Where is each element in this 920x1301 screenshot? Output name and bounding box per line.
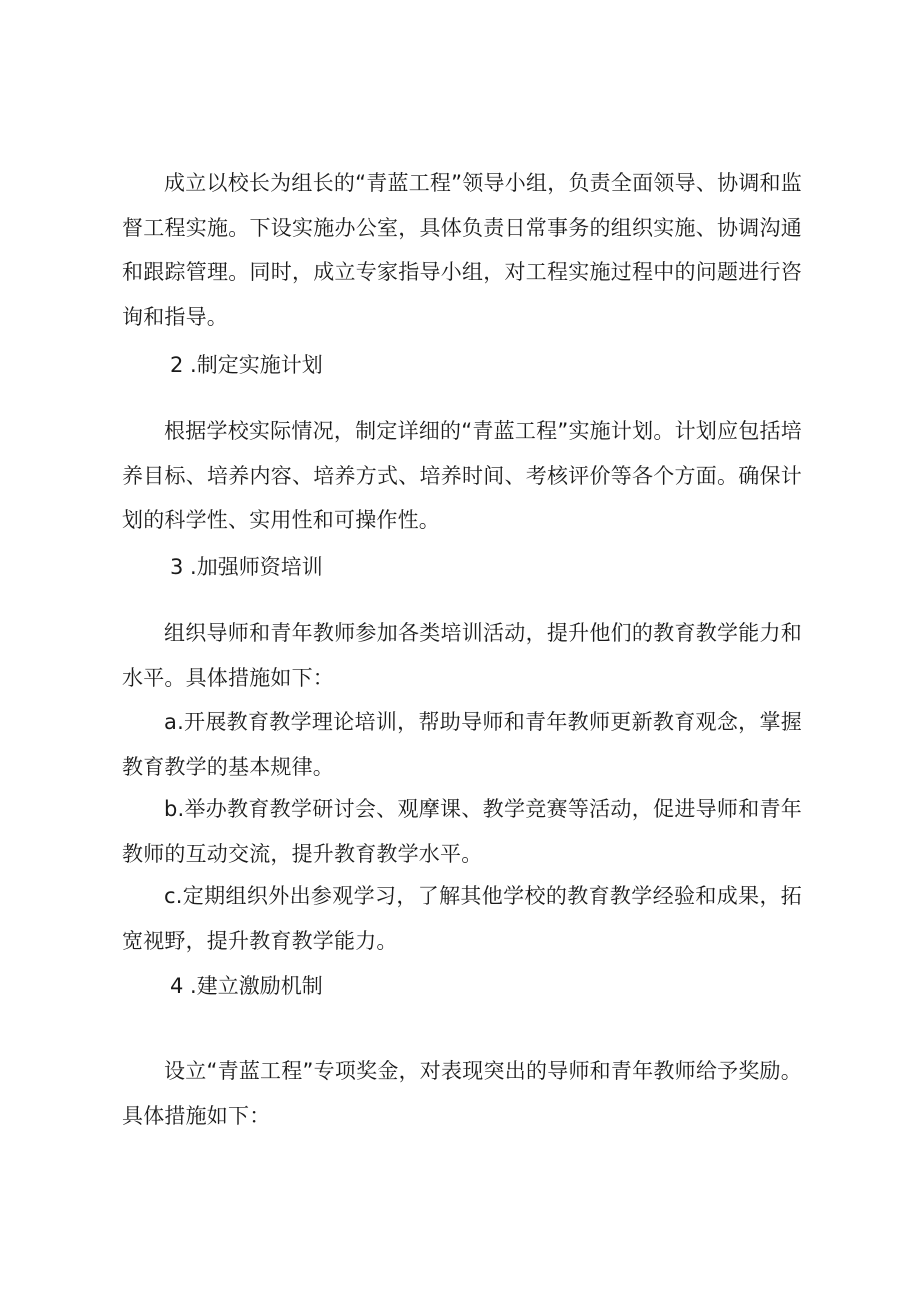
section-heading-2: 2 .制定实施计划	[170, 353, 323, 377]
list-item-a: a.开展教育教学理论培训，帮助导师和青年教师更新教育观念，掌握教育教学的基本规律。	[122, 710, 802, 779]
list-item-b: b.举办教育教学研讨会、观摩课、教学竞赛等活动，促进导师和青年教师的互动交流，提升教育教学水平。	[122, 797, 802, 866]
paragraph-leadership-group: 成立以校长为组长的“青蓝工程”领导小组，负责全面领导、协调和监督工程实施。下设实施办公室，具体负责日常事务的组织实施、协调沟通和跟踪管理。同时，成立专家指导小组，对工程实施过程中的问题进行咨询和指导。	[122, 171, 802, 329]
list-item-c: c.定期组织外出参观学习，了解其他学校的教育教学经验和成果，拓宽视野，提升教育教学能力。	[122, 884, 802, 953]
paragraph-incentive-mechanism: 设立“青蓝工程”专项奖金，对表现突出的导师和青年教师给予奖励。具体措施如下：	[122, 1059, 802, 1128]
section-heading-3: 3 .加强师资培训	[170, 555, 323, 579]
section-heading-4: 4 .建立激励机制	[170, 974, 323, 998]
paragraph-implementation-plan: 根据学校实际情况，制定详细的“青蓝工程”实施计划。计划应包括培养目标、培养内容、培养方式、培养时间、考核评价等各个方面。确保计划的科学性、实用性和可操作性。	[122, 419, 802, 532]
paragraph-teacher-training: 组织导师和青年教师参加各类培训活动，提升他们的教育教学能力和水平。具体措施如下：	[122, 621, 802, 690]
